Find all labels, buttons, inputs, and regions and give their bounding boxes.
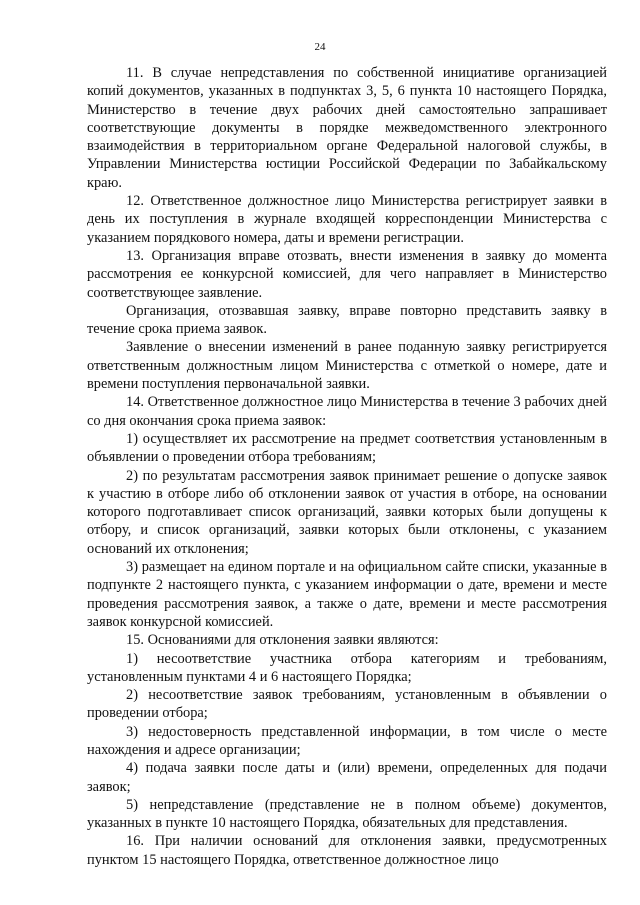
paragraph-16: 16. При наличии оснований для отклонения заявки, предусмотренных пунктом 15 настоящего Порядка, ответственное должностное лицо xyxy=(87,833,607,868)
paragraph-15-item-3: 3) недостоверность представленной информации, в том числе о месте нахождения и адресе организации; xyxy=(87,723,607,758)
page-number: 24 xyxy=(314,41,326,53)
paragraph-15-item-5: 5) непредставление (представление не в полном объеме) документов, указанных в пункте 10 настоящего Порядка, обязательных для представления. xyxy=(87,796,607,832)
paragraph-13: 13. Организация вправе отозвать, внести изменения в заявку до момента рассмотрения ее конкурсной комиссией, для чего направляет в Министерство соответствующее заявление. xyxy=(87,247,607,301)
paragraph-14-item-2: 2) по результатам рассмотрения заявок принимает решение о допуске заявок к участию в отборе либо об отклонении заявок от участия в отборе, на основании которого подготавливает список организаций, заявки которых были допущены к отбору, и список организаций, заявки которых были отклонены, с указанием оснований их отклонения; xyxy=(87,467,607,557)
paragraph-11: 11. В случае непредставления по собственной инициативе организацией копий документов, указанных в подпунктах 3, 5, 6 пункта 10 настоящего Порядка, Министерство в течение двух рабочих дней самостоятельно запрашивает соответствующие документы в порядке межведомственного электронного взаимодействия в территориальном органе Федеральной налоговой службы, в Управлении Министерства юстиции Российской Федерации по Забайкальскому краю. xyxy=(87,65,607,191)
paragraph-13-withdrawal: Организация, отозвавшая заявку, вправе повторно представить заявку в течение срока приема заявок. xyxy=(87,302,607,338)
paragraph-15: 15. Основаниями для отклонения заявки являются: xyxy=(126,632,439,649)
paragraph-15-item-1: 1) несоответствие участника отбора категориям и требованиям, установленным пунктами 4 и 6 настоящего Порядка; xyxy=(87,650,607,685)
paragraph-12: 12. Ответственное должностное лицо Министерства регистрирует заявки в день их поступления в журнале входящей корреспонденции Министерства с указанием порядкового номера, даты и времени регистрации. xyxy=(87,193,607,246)
paragraph-15-item-4: 4) подача заявки после даты и (или) времени, определенных для подачи заявок; xyxy=(87,760,607,795)
paragraph-14: 14. Ответственное должностное лицо Министерства в течение 3 рабочих дней со дня окончания срока приема заявок: xyxy=(87,394,607,429)
paragraph-14-item-3: 3) размещает на едином портале и на официальном сайте списки, указанные в подпункте 2 настоящего пункта, с указанием информации о дате, времени и месте проведения рассмотрения заявок, а также о дате, времени и месте рассмотрения заявок конкурсной комиссией. xyxy=(87,559,607,630)
paragraph-14-item-1: 1) осуществляет их рассмотрение на предмет соответствия установленным в объявлении о проведении отбора требованиям; xyxy=(87,430,607,466)
paragraph-13-amendment: Заявление о внесении изменений в ранее поданную заявку регистрируется ответственным должностным лицом Министерства с отметкой о номере, дате и времени поступления первоначальной заявки. xyxy=(87,339,607,393)
document-body xyxy=(87,64,607,869)
paragraph-15-item-2: 2) несоответствие заявок требованиям, установленным в объявлении о проведении отбора; xyxy=(87,687,607,722)
